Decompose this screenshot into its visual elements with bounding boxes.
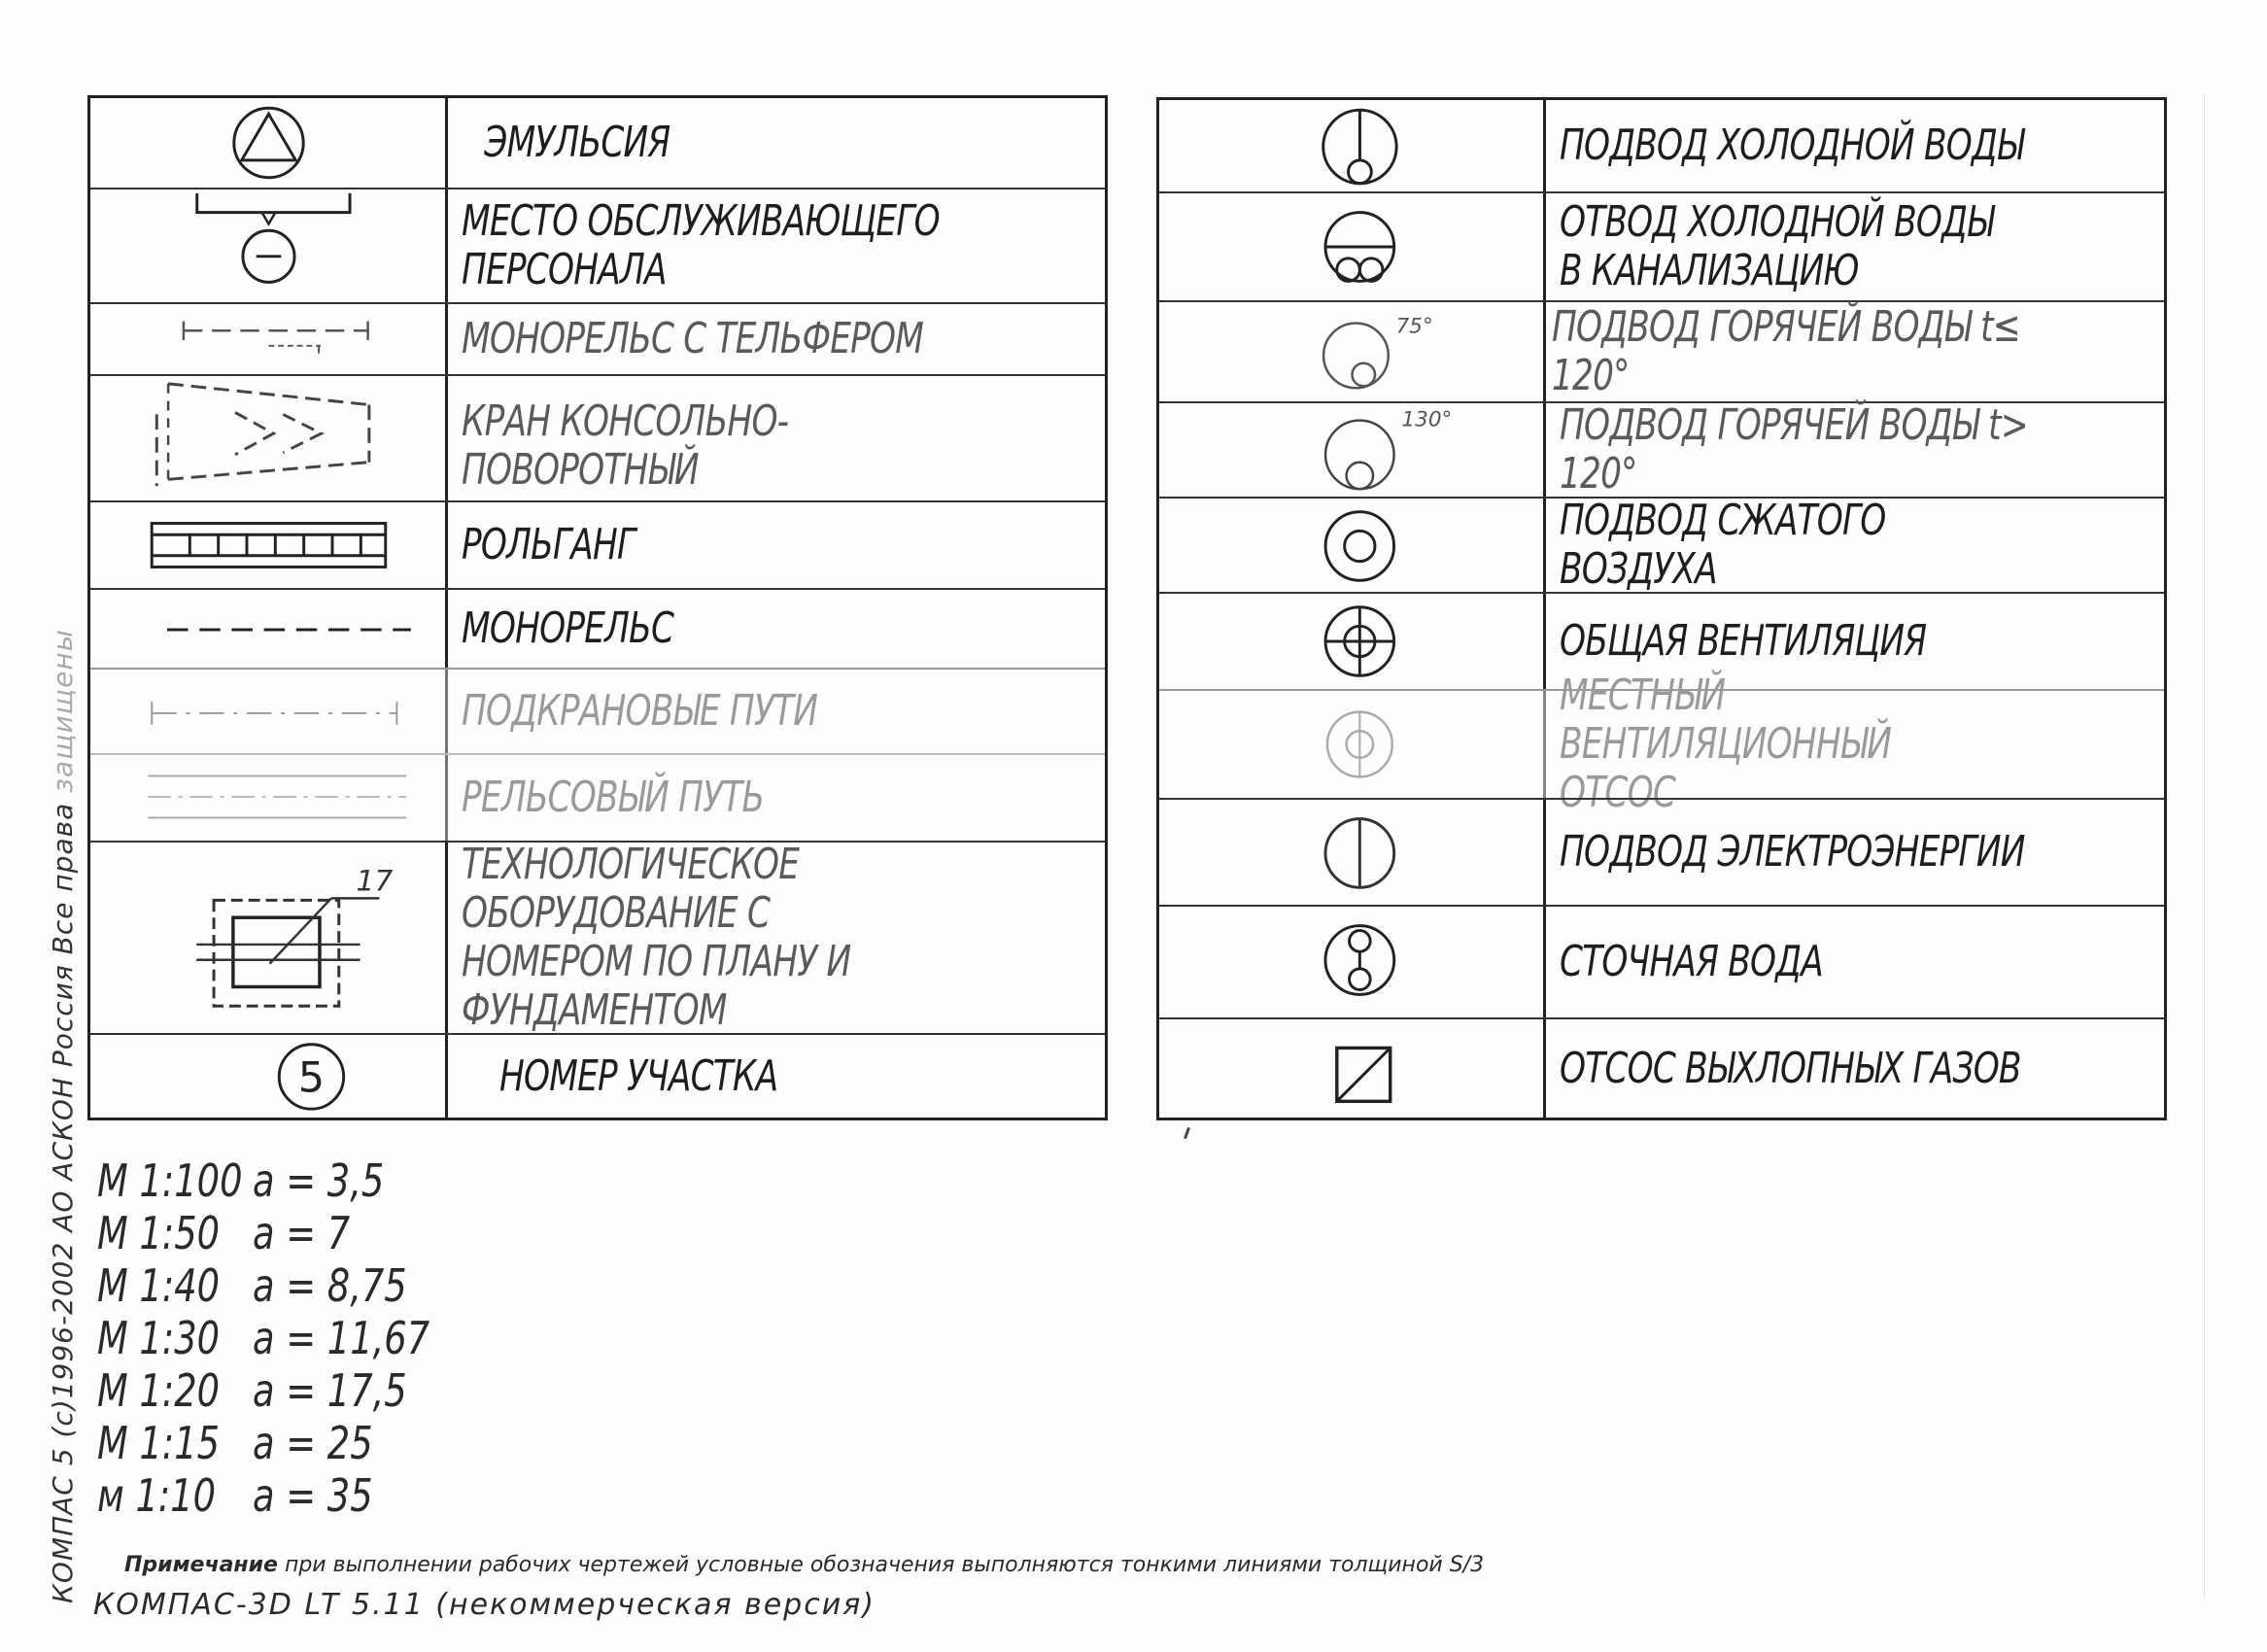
legend-row xyxy=(90,302,1105,374)
legend-row xyxy=(1159,100,2164,191)
legend-label-cell xyxy=(448,755,1105,841)
legend-row xyxy=(1159,798,2164,905)
legend-row xyxy=(1159,671,2164,817)
scale-row xyxy=(97,1207,429,1259)
legend-row xyxy=(1159,191,2164,300)
legend-label: РЕЛЬСОВЫЙ ПУТЬ xyxy=(462,773,765,822)
legend-label-cell xyxy=(1546,671,2164,817)
legend-label: ОТВОД ХОЛОДНОЙ ВОДЫ В КАНАЛИЗАЦИЮ xyxy=(1560,197,1994,295)
emulsion-circle-triangle-icon xyxy=(90,98,445,188)
crane-track-symbol-cell xyxy=(90,670,448,753)
scale-ratio: М 1:50 xyxy=(97,1207,221,1259)
scale-value: a = 3,5 xyxy=(253,1154,385,1207)
legend-row xyxy=(90,588,1105,668)
legend-row xyxy=(1159,1017,2164,1118)
hot-water-high-icon xyxy=(1159,403,1543,497)
scale-value: a = 25 xyxy=(253,1417,373,1469)
legend-label-cell xyxy=(448,590,1105,668)
scale-value: a = 17,5 xyxy=(253,1364,407,1417)
jib-crane-icon xyxy=(90,376,445,500)
legend-row xyxy=(90,668,1105,753)
roller-conveyor-symbol-cell xyxy=(90,502,448,588)
cold-water-supply-icon xyxy=(1159,100,1543,191)
rail-track-icon xyxy=(90,755,445,841)
legend-row xyxy=(1159,401,2164,497)
stray-pen-mark xyxy=(1184,1127,1190,1139)
emulsion-symbol-cell xyxy=(90,98,448,188)
legend-row xyxy=(90,374,1105,500)
monorail-icon xyxy=(90,590,445,668)
scale-row xyxy=(97,1417,429,1469)
scale-ratio: М 1:30 xyxy=(97,1312,221,1364)
monorail-telpher-icon xyxy=(90,304,445,374)
exhaust-gas-icon xyxy=(1159,1019,1543,1118)
legend-row xyxy=(90,841,1105,1033)
hot-water-low-icon xyxy=(1159,302,1543,401)
legend-label-cell xyxy=(1546,193,2164,300)
scale-ratio: М 1:20 xyxy=(97,1364,221,1417)
legend-label-cell xyxy=(1546,100,2164,191)
copyright-main: КОМПАС 5 (c)1996-2002 АО АСКОН Россия Все права xyxy=(47,792,79,1603)
equipment-foundation-symbol-cell xyxy=(90,843,448,1033)
legend-label-cell xyxy=(1546,800,2164,905)
general-ventilation-symbol-cell xyxy=(1159,594,1546,689)
legend-row xyxy=(1159,905,2164,1017)
scale-value: a = 35 xyxy=(253,1469,373,1522)
legend-label: ПОДКРАНОВЫЕ ПУТИ xyxy=(462,686,818,736)
legend-label-cell xyxy=(448,376,1105,500)
compressed-air-symbol-cell xyxy=(1159,499,1546,592)
vertical-copyright xyxy=(47,629,79,1603)
legend-label-cell xyxy=(1546,1019,2164,1118)
scale-ratio: М 1:15 xyxy=(97,1417,221,1469)
legend-row xyxy=(90,753,1105,841)
scale-value: a = 8,75 xyxy=(253,1259,407,1312)
scale-value: a = 11,67 xyxy=(253,1312,430,1364)
scale-row xyxy=(97,1312,429,1364)
legend-label: ПОДВОД ГОРЯЧЕЙ ВОДЫ t> 120° xyxy=(1560,400,2028,499)
scale-ratio: м 1:10 xyxy=(97,1469,217,1522)
legend-label-cell xyxy=(448,1035,1105,1118)
legend-label: НОМЕР УЧАСТКА xyxy=(499,1050,778,1101)
scale-row xyxy=(97,1154,429,1207)
scale-ratio: М 1:40 xyxy=(97,1259,221,1312)
legend-label-cell xyxy=(1546,400,2164,499)
waste-water-symbol-cell xyxy=(1159,907,1546,1017)
legend-label: ПОДВОД СЖАТОГО ВОЗДУХА xyxy=(1560,496,1886,594)
legend-label-cell xyxy=(1546,302,2164,401)
legend-label: МОНОРЕЛЬС xyxy=(462,603,674,653)
legend-label-cell xyxy=(448,840,1105,1035)
right-legend-table xyxy=(1156,97,2167,1120)
legend-label: РОЛЬГАНГ xyxy=(462,520,635,569)
scale-row xyxy=(97,1469,429,1522)
scale-row xyxy=(97,1259,429,1312)
service-personnel-symbol-cell xyxy=(90,189,448,302)
waste-water-icon xyxy=(1159,907,1543,1017)
legend-row xyxy=(1159,300,2164,401)
jib-crane-symbol-cell xyxy=(90,376,448,500)
local-exhaust-symbol-cell xyxy=(1159,691,1546,798)
hot-water-low-symbol-cell xyxy=(1159,302,1546,401)
equipment-foundation-icon xyxy=(90,843,445,1033)
legend-row xyxy=(90,98,1105,188)
electric-supply-icon xyxy=(1159,800,1543,905)
legend-label-cell xyxy=(448,304,1105,374)
equipment-number-marker: 17 xyxy=(356,864,394,899)
left-legend-table xyxy=(87,95,1108,1120)
legend-label-cell xyxy=(448,189,1105,302)
cold-water-supply-symbol-cell xyxy=(1159,100,1546,191)
legend-label: ПОДВОД ЭЛЕКТРОЭНЕРГИИ xyxy=(1560,827,2025,877)
scale-row xyxy=(97,1364,429,1417)
scale-list xyxy=(97,1154,513,1522)
electric-supply-symbol-cell xyxy=(1159,800,1546,905)
sheet-edge-line xyxy=(2204,92,2205,1599)
cold-water-drain-icon xyxy=(1159,193,1543,300)
legend-label-cell xyxy=(448,670,1105,753)
section-number-marker: 5 xyxy=(297,1053,326,1103)
scale-value: a = 7 xyxy=(253,1207,351,1259)
legend-row xyxy=(90,1033,1105,1118)
section-number-icon xyxy=(90,1035,445,1118)
compressed-air-icon xyxy=(1159,499,1543,592)
temperature-marker: 130° xyxy=(1401,407,1453,432)
legend-label: МЕСТНЫЙ ВЕНТИЛЯЦИОННЫЙ ОТСОС xyxy=(1560,671,1892,817)
legend-label-cell xyxy=(1546,496,2164,594)
legend-row xyxy=(1159,497,2164,592)
legend-label: КРАН КОНСОЛЬНО- ПОВОРОТНЫЙ xyxy=(462,396,789,495)
legend-label: МЕСТО ОБСЛУЖИВАЮЩЕГО ПЕРСОНАЛА xyxy=(462,196,940,294)
local-exhaust-icon xyxy=(1159,691,1543,798)
legend-label: ПОДВОД ХОЛОДНОЙ ВОДЫ xyxy=(1560,120,2024,170)
legend-label: ЭМУЛЬСИЯ xyxy=(484,118,670,167)
temperature-marker: 75° xyxy=(1395,314,1433,339)
rail-track-symbol-cell xyxy=(90,755,448,841)
monorail-telpher-symbol-cell xyxy=(90,304,448,374)
legend-label-cell xyxy=(1546,907,2164,1017)
monorail-symbol-cell xyxy=(90,590,448,668)
hot-water-high-symbol-cell xyxy=(1159,403,1546,497)
general-ventilation-icon xyxy=(1159,594,1543,689)
legend-label: СТОЧНАЯ ВОДА xyxy=(1560,937,1824,986)
drawing-note xyxy=(124,1553,1484,1577)
legend-row xyxy=(90,188,1105,302)
roller-conveyor-icon xyxy=(90,502,445,588)
cold-water-drain-symbol-cell xyxy=(1159,193,1546,300)
note-text: при выполнении рабочих чертежей условные обозначения выполняются тонкими линиями толщиной S/3 xyxy=(277,1553,1485,1577)
legend-label: МОНОРЕЛЬС С ТЕЛЬФЕРОМ xyxy=(462,314,924,363)
legend-label: ОБЩАЯ ВЕНТИЛЯЦИЯ xyxy=(1560,616,1927,666)
legend-label: ОТСОС ВЫХЛОПНЫХ ГАЗОВ xyxy=(1560,1043,2021,1093)
section-number-symbol-cell xyxy=(90,1035,448,1118)
legend-label-cell xyxy=(448,98,1105,188)
note-heading: Примечание xyxy=(124,1553,278,1577)
legend-label: ТЕХНОЛОГИЧЕСКОЕ ОБОРУДОВАНИЕ С НОМЕРОМ ПО ПЛАНУ И ФУНДАМЕНТОМ xyxy=(462,840,851,1035)
legend-label: ПОДВОД ГОРЯЧЕЙ ВОДЫ t≤ 120° xyxy=(1552,302,2020,400)
exhaust-gas-symbol-cell xyxy=(1159,1019,1546,1118)
service-personnel-icon xyxy=(90,189,445,302)
software-footer: КОМПАС-3D LT 5.11 (некоммерческая версия) xyxy=(93,1588,876,1622)
legend-row xyxy=(90,500,1105,588)
copyright-tail: защищены xyxy=(47,629,79,793)
legend-label-cell xyxy=(448,502,1105,588)
crane-track-icon xyxy=(90,670,445,753)
scale-ratio: М 1:100 xyxy=(97,1154,243,1207)
